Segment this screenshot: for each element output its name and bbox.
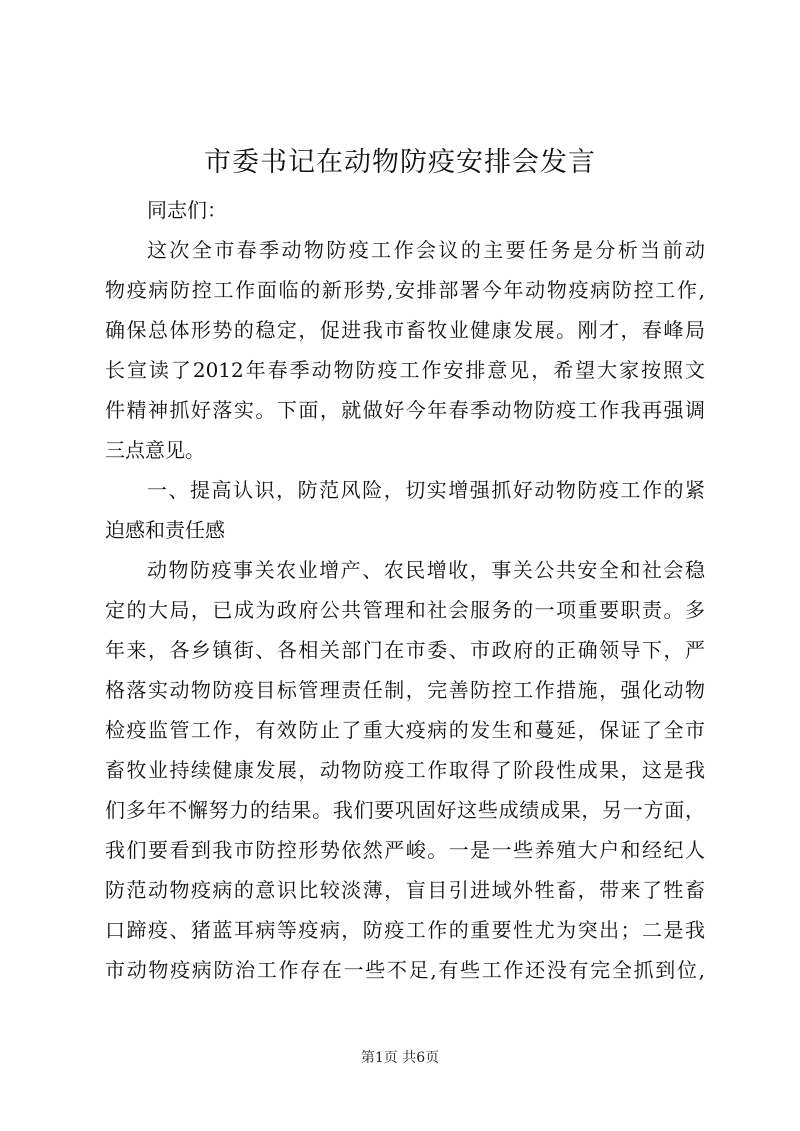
text-line: 物疫病防控工作面临的新形势,安排部署今年动物疫病防控工作,	[105, 278, 705, 302]
text-line: 我们要看到我市防控形势依然严峻。一是一些养殖大户和经纪人	[105, 838, 705, 862]
text-line: 年来，各乡镇街、各相关部门在市委、市政府的正确领导下，严	[105, 638, 705, 662]
text-line: 长宣读了2012年春季动物防疫工作安排意见，希望大家按照文	[105, 358, 705, 382]
text-line: 三点意见。	[105, 438, 205, 462]
text-line: 格落实动物防疫目标管理责任制，完善防控工作措施，强化动物	[105, 678, 705, 702]
section-heading-1	[105, 470, 705, 550]
text-line: 动物防疫事关农业增产、农民增收，事关公共安全和社会稳	[147, 558, 705, 582]
salutation: 同志们：	[147, 198, 227, 222]
heading-line: 迫感和责任感	[105, 518, 225, 542]
page-footer: 第1页 共6页	[360, 1050, 440, 1066]
text-line: 防范动物疫病的意识比较淡薄，盲目引进域外牲畜，带来了牲畜	[105, 878, 705, 902]
text-line: 这次全市春季动物防疫工作会议的主要任务是分析当前动	[147, 238, 705, 262]
text-line: 件精神抓好落实。下面，就做好今年春季动物防疫工作我再强调	[105, 398, 705, 422]
heading-line: 一、提高认识，防范风险，切实增强抓好动物防疫工作的紧	[147, 478, 705, 502]
paragraph-section-1	[105, 550, 705, 990]
text-line: 定的大局，已成为政府公共管理和社会服务的一项重要职责。多	[105, 598, 705, 622]
text-line: 市动物疫病防治工作存在一些不足,有些工作还没有完全抓到位,	[105, 958, 705, 982]
text-line: 口蹄疫、猪蓝耳病等疫病，防疫工作的重要性尤为突出；二是我	[105, 918, 705, 942]
text-line: 检疫监管工作，有效防止了重大疫病的发生和蔓延，保证了全市	[105, 718, 705, 742]
text-line: 们多年不懈努力的结果。我们要巩固好这些成绩成果，另一方面，	[105, 798, 705, 822]
text-line: 确保总体形势的稳定，促进我市畜牧业健康发展。刚才，春峰局	[105, 318, 705, 342]
paragraph-intro	[105, 230, 705, 470]
text-line: 畜牧业持续健康发展，动物防疫工作取得了阶段性成果，这是我	[105, 758, 705, 782]
document-body	[105, 190, 705, 990]
document-title: 市委书记在动物防疫安排会发言	[204, 147, 596, 178]
